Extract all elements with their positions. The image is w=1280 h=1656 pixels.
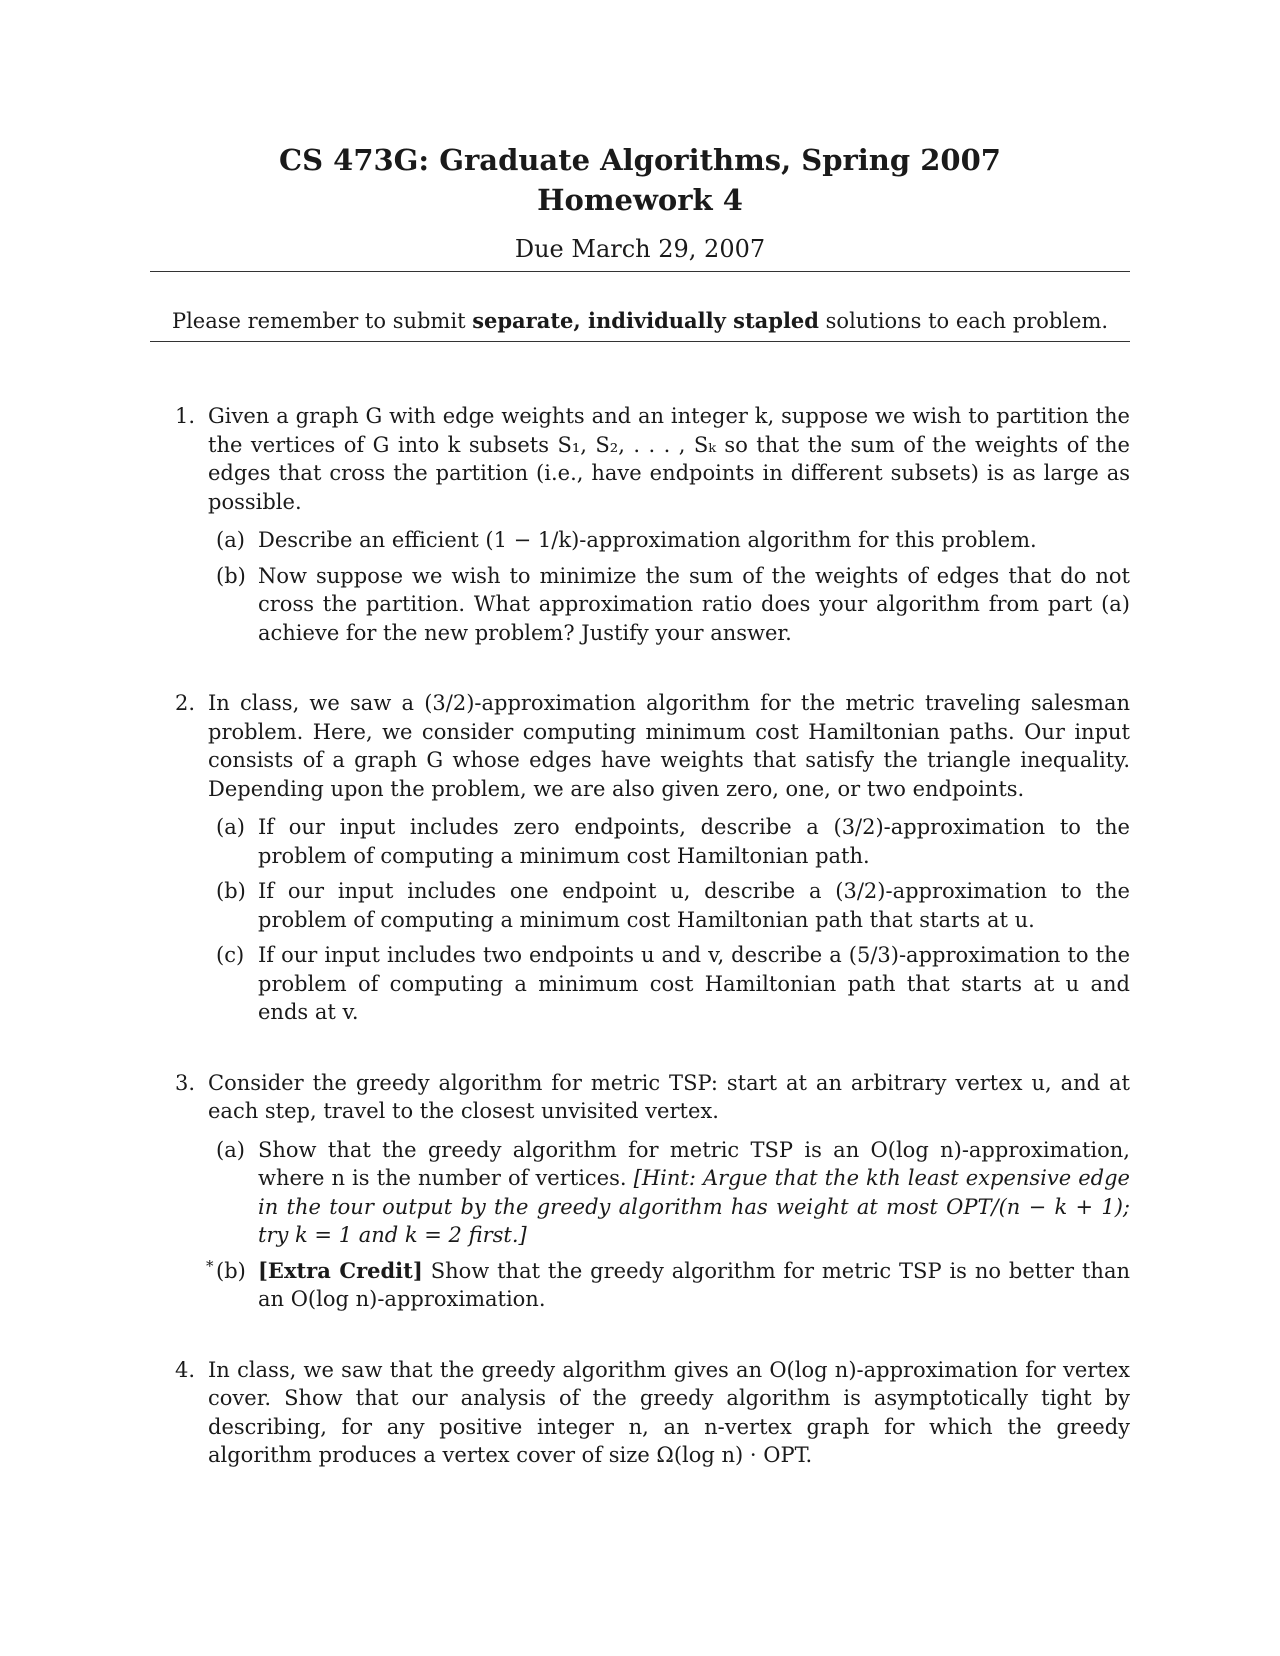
problem-number: 4. xyxy=(175,1357,196,1382)
problem-parts xyxy=(208,1136,1130,1314)
notice-prefix: Please remember to submit xyxy=(171,309,473,333)
problem-3 xyxy=(175,1069,1130,1314)
part-text: If our input includes two endpoints u and v, describe a (5/3)-approximation to the problem of computing a minimum cost Hamiltonian path that starts at u and ends at v. xyxy=(258,943,1130,1024)
problem-number: 3. xyxy=(175,1070,196,1095)
problem-number: 2. xyxy=(175,691,196,715)
part-text: Show that the greedy algorithm for metric TSP is an O(log n)-approximation, where n is the number of vertices. xyxy=(258,1137,1130,1190)
part-text: Show that the greedy algorithm for metric TSP is no better than an O(log n)-approximation. xyxy=(258,1258,1130,1311)
notice-suffix: solutions to each problem. xyxy=(818,309,1109,333)
course-title: CS 473G: Graduate Algorithms, Spring 2007 xyxy=(279,143,1001,177)
part-label: (b) xyxy=(216,1258,246,1283)
part-c xyxy=(208,941,1130,1027)
bottom-divider xyxy=(150,341,1130,342)
part-a xyxy=(208,813,1130,870)
problem-1 xyxy=(175,402,1130,647)
problem-parts xyxy=(208,526,1130,647)
part-text: Describe an efficient (1 − 1/k)-approximation algorithm for this problem. xyxy=(258,528,1037,552)
due-date: Due March 29, 2007 xyxy=(514,235,766,263)
part-a xyxy=(208,526,1130,555)
problem-statement: Consider the greedy algorithm for metric TSP: start at an arbitrary vertex u, and at each step, travel to the closest unvisited vertex. xyxy=(208,1070,1130,1123)
problem-list xyxy=(175,402,1130,1512)
hint-text: [Hint: Argue that the kth least expensive edge in the tour output by the greedy algorithm has weight at most OPT/(n − k + 1); try k = 1 and k = 2 first.] xyxy=(258,1166,1130,1247)
submission-notice xyxy=(150,306,1130,336)
notice-emphasis: separate, individually stapled xyxy=(472,308,819,333)
problem-parts xyxy=(208,813,1130,1027)
part-text: If our input includes zero endpoints, describe a (3/2)-approximation to the problem of computing a minimum cost Hamiltonian path. xyxy=(258,815,1130,868)
problem-statement: Given a graph G with edge weights and an integer k, suppose we wish to partition the the vertices of G into k subsets S₁, S₂, . . . , Sₖ so that the sum of the weights of the edges that cross the partition (i.e., have endpoints in different subsets) is as large as possible. xyxy=(208,404,1130,514)
part-b xyxy=(208,877,1130,934)
problem-4 xyxy=(175,1356,1130,1470)
part-label: (b) xyxy=(216,879,246,903)
part-label: (a) xyxy=(216,815,245,839)
part-label: (c) xyxy=(216,943,245,967)
part-text: Now suppose we wish to minimize the sum of the weights of edges that do not cross the partition. What approximation ratio does your algorithm from part (a) achieve for the new problem? Justify your answer. xyxy=(258,563,1130,645)
part-b-extra-credit xyxy=(208,1257,1130,1314)
part-label: (a) xyxy=(216,528,245,552)
extra-credit-label: [Extra Credit] xyxy=(258,1257,423,1283)
part-text: If our input includes one endpoint u, describe a (3/2)-approximation to the problem of computing a minimum cost Hamiltonian path that starts at u. xyxy=(258,879,1130,932)
part-a xyxy=(208,1136,1130,1250)
part-b xyxy=(208,562,1130,648)
title-block xyxy=(150,140,1130,266)
part-label: (a) xyxy=(216,1137,245,1162)
top-divider xyxy=(150,271,1130,272)
problem-2 xyxy=(175,689,1130,1027)
problem-statement: In class, we saw a (3/2)-approximation algorithm for the metric traveling salesman problem. Here, we consider computing minimum cost Hamiltonian paths. Our input consists of a graph G whose edges have weights that satisfy the triangle inequality. Depending upon the problem, we are also given zero, one, or two endpoints. xyxy=(208,691,1130,801)
problem-number: 1. xyxy=(175,404,196,428)
part-label: (b) xyxy=(216,563,246,588)
problem-statement: In class, we saw that the greedy algorithm gives an O(log n)-approximation for vertex cover. Show that our analysis of the greedy algorithm is asymptotically tight by describing, for any positive integer n, an n-vertex graph for which the greedy algorithm produces a vertex cover of size Ω(log n) · OPT. xyxy=(208,1357,1130,1467)
extra-credit-star: * xyxy=(206,1256,214,1275)
homework-title: Homework 4 xyxy=(537,183,743,217)
